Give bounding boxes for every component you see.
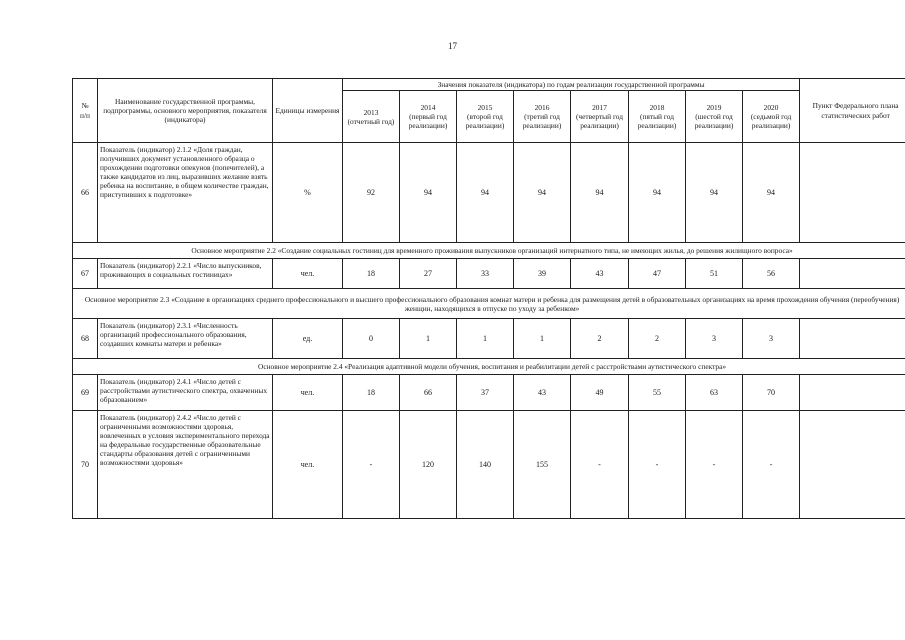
table-row [73,259,905,289]
section-row [73,243,905,259]
header-year-note: (четвертый год реализации) [575,112,624,131]
header-year-2020 [743,91,800,143]
header-year-label: 2014 [420,102,436,112]
value-cell: 51 [686,259,743,289]
header-year-2019 [686,91,743,143]
header-year-label: 2020 [763,102,779,112]
value-cell: 43 [514,375,571,411]
federal-plan-cell [800,319,905,359]
row-number: 67 [73,259,98,289]
row-number: 70 [73,411,98,519]
value-cell: 3 [743,319,800,359]
indicator-name: Показатель (индикатор) 2.1.2 «Доля граждан, получивших документ установленного образца о прохождении подготовки опекунов (попечителей), а также кандидатов из лиц, выразивших желание взять ребенка на воспитание, в общем количестве граждан, приступивших к подготовке» [98,143,273,243]
value-cell: 1 [514,319,571,359]
value-cell: - [743,411,800,519]
value-cell: 2 [629,319,686,359]
table-row [73,319,905,359]
value-cell: 18 [343,375,400,411]
value-cell: - [343,411,400,519]
header-year-label: 2019 [706,102,722,112]
value-cell: 27 [400,259,457,289]
table-row [73,375,905,411]
header-year-2016 [514,91,571,143]
row-number: 66 [73,143,98,243]
indicator-table [72,78,905,519]
header-year-label: 2015 [477,102,493,112]
header-year-2018 [629,91,686,143]
value-cell: 94 [400,143,457,243]
value-cell: - [571,411,629,519]
table-body [73,79,905,519]
value-cell: 56 [743,259,800,289]
unit-cell: % [273,143,343,243]
header-year-note: (первый год реализации) [408,112,448,131]
header-federal-plan: Пункт Федерального плана статистических работ [800,79,905,143]
value-cell: 94 [743,143,800,243]
header-year-note: (шестой год реализации) [694,112,734,131]
value-cell: 33 [457,259,514,289]
header-year-label: 2018 [649,102,665,112]
value-cell: 94 [686,143,743,243]
header-no: № п/п [73,79,98,143]
federal-plan-cell [800,375,905,411]
header-year-note: (отчетный год) [347,116,395,126]
value-cell: - [629,411,686,519]
section-title: Основное мероприятие 2.2 «Создание социальных гостиниц для временного проживания выпускников организаций интернатного типа, не имеющих жилья, до решения жилищного вопроса» [73,243,905,259]
table-row [73,143,905,243]
value-cell: 39 [514,259,571,289]
value-cell: 49 [571,375,629,411]
indicator-name: Показатель (индикатор) 2.3.1 «Численность организаций профессионального образования, создавших комнаты матери и ребенка» [98,319,273,359]
value-cell: 2 [571,319,629,359]
row-number: 69 [73,375,98,411]
header-values-title: Значения показателя (индикатора) по годам реализации государственной программы [343,79,800,91]
federal-plan-cell [800,143,905,243]
value-cell: 1 [400,319,457,359]
section-row [73,289,905,319]
value-cell: 94 [457,143,514,243]
indicator-name: Показатель (индикатор) 2.2.1 «Число выпускников, проживающих в социальных гостиницах» [98,259,273,289]
header-year-label: 2016 [534,102,550,112]
unit-cell: ед. [273,319,343,359]
value-cell: 70 [743,375,800,411]
header-year-2014 [400,91,457,143]
unit-cell: чел. [273,411,343,519]
value-cell: 55 [629,375,686,411]
value-cell: 18 [343,259,400,289]
header-year-note: (седьмой год реализации) [750,112,792,131]
header-year-note: (пятый год реализации) [637,112,677,131]
value-cell: 1 [457,319,514,359]
table-row [73,411,905,519]
indicator-name: Показатель (индикатор) 2.4.1 «Число детей с расстройствами аутистического спектра, охваченных образованием» [98,375,273,411]
header-year-2015 [457,91,514,143]
value-cell: 66 [400,375,457,411]
value-cell: 43 [571,259,629,289]
value-cell: 120 [400,411,457,519]
header-unit: Единицы измерения [273,79,343,143]
section-title: Основное мероприятие 2.4 «Реализация адаптивной модели обучения, воспитания и реабилитации детей с расстройствами аутистического спектра» [73,359,905,375]
value-cell: 155 [514,411,571,519]
row-number: 68 [73,319,98,359]
value-cell: 3 [686,319,743,359]
federal-plan-cell [800,259,905,289]
section-title: Основное мероприятие 2.3 «Создание в организациях среднего профессионального и высшего профессионального образования комнат матери и ребенка для размещения детей в образовательных организациях на время прохождения обучения (переобучения) женщин, находящихся в отпуске по уходу за ребенком» [73,289,905,319]
value-cell: 94 [629,143,686,243]
header-year-2013 [343,91,400,143]
value-cell: 140 [457,411,514,519]
value-cell: 0 [343,319,400,359]
value-cell: 94 [571,143,629,243]
header-name: Наименование государственной программы, подпрограммы, основного мероприятия, показателя (индикатора) [98,79,273,143]
header-year-label: 2013 [363,107,379,117]
value-cell: 37 [457,375,514,411]
federal-plan-cell [800,411,905,519]
unit-cell: чел. [273,375,343,411]
unit-cell: чел. [273,259,343,289]
value-cell: - [686,411,743,519]
indicator-name: Показатель (индикатор) 2.4.2 «Число детей с ограниченными возможностями здоровья, вовлеченных в условия экспериментального перехода на федеральные государственные образовательные стандарты образования детей с ограниченными возможностями здоровья» [98,411,273,519]
page-number: 17 [448,41,457,51]
header-row-top [73,79,905,91]
value-cell: 47 [629,259,686,289]
value-cell: 92 [343,143,400,243]
header-year-label: 2017 [592,102,607,112]
header-year-note: (третий год реализации) [522,112,562,131]
header-year-2017 [571,91,629,143]
value-cell: 63 [686,375,743,411]
section-row [73,359,905,375]
header-year-note: (второй год реализации) [465,112,505,131]
value-cell: 94 [514,143,571,243]
